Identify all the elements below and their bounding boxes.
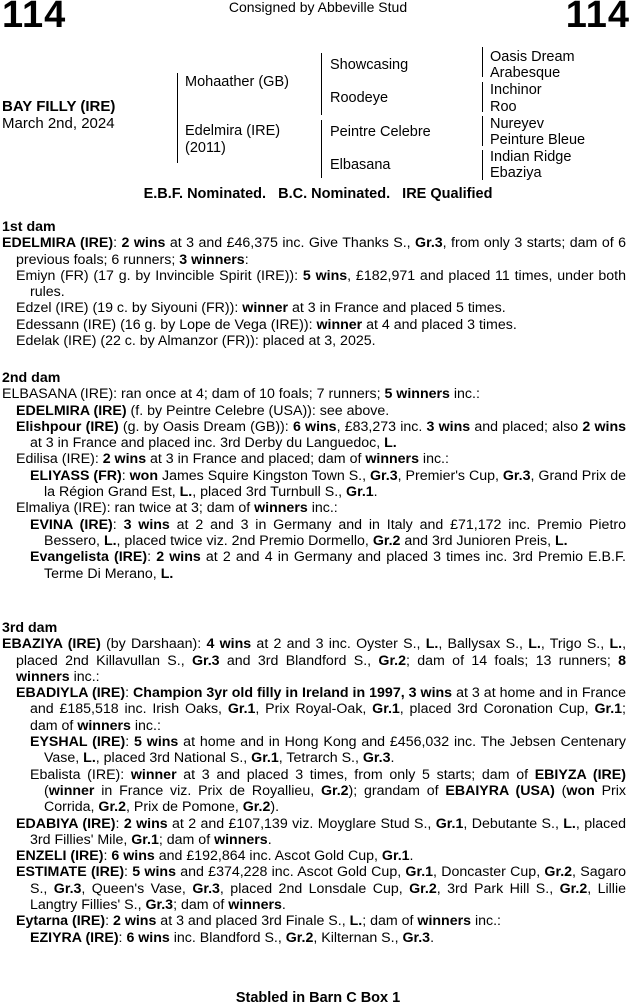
dam-entry: EDELMIRA (IRE): 2 wins at 3 and £46,375 inc. Give Thanks S., Gr.3, from only 3 starts; dam of 6 previous foals; 6 runners; 3 winners:: [2, 235, 627, 268]
nominations-banner: E.B.F. Nominated. B.C. Nominated. IRE Qualified: [143, 186, 493, 202]
horse-dob: March 2nd, 2024: [2, 115, 115, 132]
produce-entry: EDELMIRA (IRE) (f. by Peintre Celebre (USA)): see above.: [16, 402, 390, 419]
grandproduce-entry: Evangelista (IRE): 2 wins at 2 and 4 in Germany and placed 3 times inc. 3rd Premio E.B.F. Terme Di Merano, L.: [30, 549, 626, 582]
produce-entry: EBADIYLA (IRE): Champion 3yr old filly in Ireland in 1997, 3 wins at 3 at home and in France and £185,518 inc. Irish Oaks, Gr.1, Prix Royal-Oak, Gr.1, placed 3rd Coronation Cup, Gr.1; dam of winners inc.:: [16, 685, 626, 734]
section-heading: 2nd dam: [2, 370, 61, 386]
produce-entry: Eytarna (IRE): 2 wins at 3 and placed 3rd Finale S., L.; dam of winners inc.:: [16, 913, 501, 930]
third-dam-section: [2, 620, 626, 946]
dam-entry: EBAZIYA (IRE) (by Darshaan): 4 wins at 2 and 3 inc. Oyster S., L., Ballysax S., L., Trigo S., L., placed 2nd Killavullan S., Gr.3 and 3rd Blandford S., Gr.2; dam of 14 foals; 13 runners; 8 winners inc.:: [2, 636, 627, 685]
produce-entry: Elmaliya (IRE): ran twice at 3; dam of winners inc.:: [16, 500, 338, 517]
pedigree-gen3-item: Ebaziya: [490, 165, 542, 181]
pedigree-bracket-3d: [482, 150, 483, 180]
pedigree-gen2-item: Peintre Celebre: [330, 124, 431, 140]
pedigree-bracket-2a: [321, 53, 322, 115]
produce-entry: Edessann (IRE) (16 g. by Lope de Vega (IRE)): winner at 4 and placed 3 times.: [16, 316, 517, 333]
pedigree-bracket-1: [177, 73, 178, 163]
produce-entry: Edzel (IRE) (19 c. by Siyouni (FR)): winner at 3 in France and placed 5 times.: [16, 300, 506, 317]
section-heading: 1st dam: [2, 219, 56, 235]
produce-entry: Elishpour (IRE) (g. by Oasis Dream (GB)): 6 wins, £83,273 inc. 3 wins and placed; also 2 wins at 3 in France and placed inc. 3rd Derby du Languedoc, L.: [16, 418, 627, 452]
pedigree-gen3-item: Oasis Dream: [490, 49, 575, 65]
pedigree-gen3-item: Inchinor: [490, 82, 542, 98]
grandproduce-entry: ELIYASS (FR): won James Squire Kingston Town S., Gr.3, Premier's Cup, Gr.3, Grand Prix de la Région Grand Est, L., placed 3rd Turnbull S., Gr.1.: [30, 467, 626, 501]
pedigree-gen3-item: Peinture Bleue: [490, 132, 586, 148]
pedigree-gen3-item: Nureyev: [490, 116, 544, 132]
pedigree-bracket-3a: [482, 47, 483, 77]
dam-entry: ELBASANA (IRE): ran once at 4; dam of 10 foals; 7 runners; 5 winners inc.:: [2, 386, 480, 403]
horse-sex: BAY FILLY (IRE): [2, 98, 116, 115]
produce-entry: ENZELI (IRE): 6 wins and £192,864 inc. Ascot Gold Cup, Gr.1.: [16, 848, 414, 865]
pedigree-dam-year: (2011): [185, 140, 226, 156]
pedigree-sire: Mohaather (GB): [185, 74, 289, 90]
pedigree-gen3-item: Arabesque: [490, 65, 561, 81]
lot-number-left: 114: [2, 0, 67, 36]
produce-entry: Emiyn (FR) (17 g. by Invincible Spirit (IRE)): 5 wins, £182,971 and placed 11 times, under both rules.: [16, 267, 626, 301]
first-dam-section: [2, 219, 626, 349]
lot-number-right: 114: [565, 0, 630, 36]
pedigree-dam: Edelmira (IRE): [185, 123, 281, 139]
pedigree-gen2-item: Showcasing: [330, 57, 409, 73]
grandproduce-entry: Ebalista (IRE): winner at 3 and placed 3 times, from only 5 starts; dam of EBIYZA (IRE) (winner in France viz. Prix de Royallieu, Gr.2); grandam of EBAIYRA (USA) (won Prix Corrida, Gr.2, Prix de Pomone, Gr.2).: [30, 766, 627, 816]
produce-entry: EDABIYA (IRE): 2 wins at 2 and £107,139 viz. Moyglare Stud S., Gr.1, Debutante S., L., placed 3rd Fillies' Mile, Gr.1; dam of winners.: [16, 815, 626, 848]
grandproduce-entry: EZIYRA (IRE): 6 wins inc. Blandford S., Gr.2, Kilternan S., Gr.3.: [30, 929, 435, 946]
consignor: Consigned by Abbeville Stud: [228, 0, 408, 15]
produce-entry: Edelak (IRE) (22 c. by Almanzor (FR)): placed at 3, 2025.: [16, 333, 376, 350]
grandproduce-entry: EYSHAL (IRE): 5 wins at home and in Hong Kong and £456,032 inc. The Jebsen Centenary Vase, L., placed 3rd National S., Gr.1, Tetrarch S., Gr.3.: [30, 734, 626, 767]
pedigree-bracket-2b: [321, 120, 322, 178]
pedigree-gen2-item: Roodeye: [330, 90, 389, 106]
produce-entry: Edilisa (IRE): 2 wins at 3 in France and placed; dam of winners inc.:: [16, 451, 449, 468]
pedigree-gen3-item: Indian Ridge: [490, 149, 572, 165]
grandproduce-entry: EVINA (IRE): 3 wins at 2 and 3 in Germany and in Italy and £71,172 inc. Premio Pietro Bessero, L., placed twice viz. 2nd Premio Dormello, Gr.2 and 3rd Junioren Preis, L.: [30, 516, 626, 549]
pedigree-gen2-item: Elbasana: [330, 157, 391, 173]
second-dam-section: [2, 370, 626, 582]
pedigree-gen3-item: Roo: [490, 99, 517, 115]
pedigree-bracket-3b: [482, 82, 483, 112]
section-heading: 3rd dam: [2, 620, 58, 636]
pedigree-bracket-3c: [482, 116, 483, 146]
stable-location: Stabled in Barn C Box 1: [235, 990, 401, 1006]
produce-entry: ESTIMATE (IRE): 5 wins and £374,228 inc. Ascot Gold Cup, Gr.1, Doncaster Cup, Gr.2, Sagaro S., Gr.3, Queen's Vase, Gr.3, placed 2nd Lonsdale Cup, Gr.2, 3rd Park Hill S., Gr.2, Lillie Langtry Fillies' S., Gr.3; dam of winners.: [16, 864, 626, 914]
